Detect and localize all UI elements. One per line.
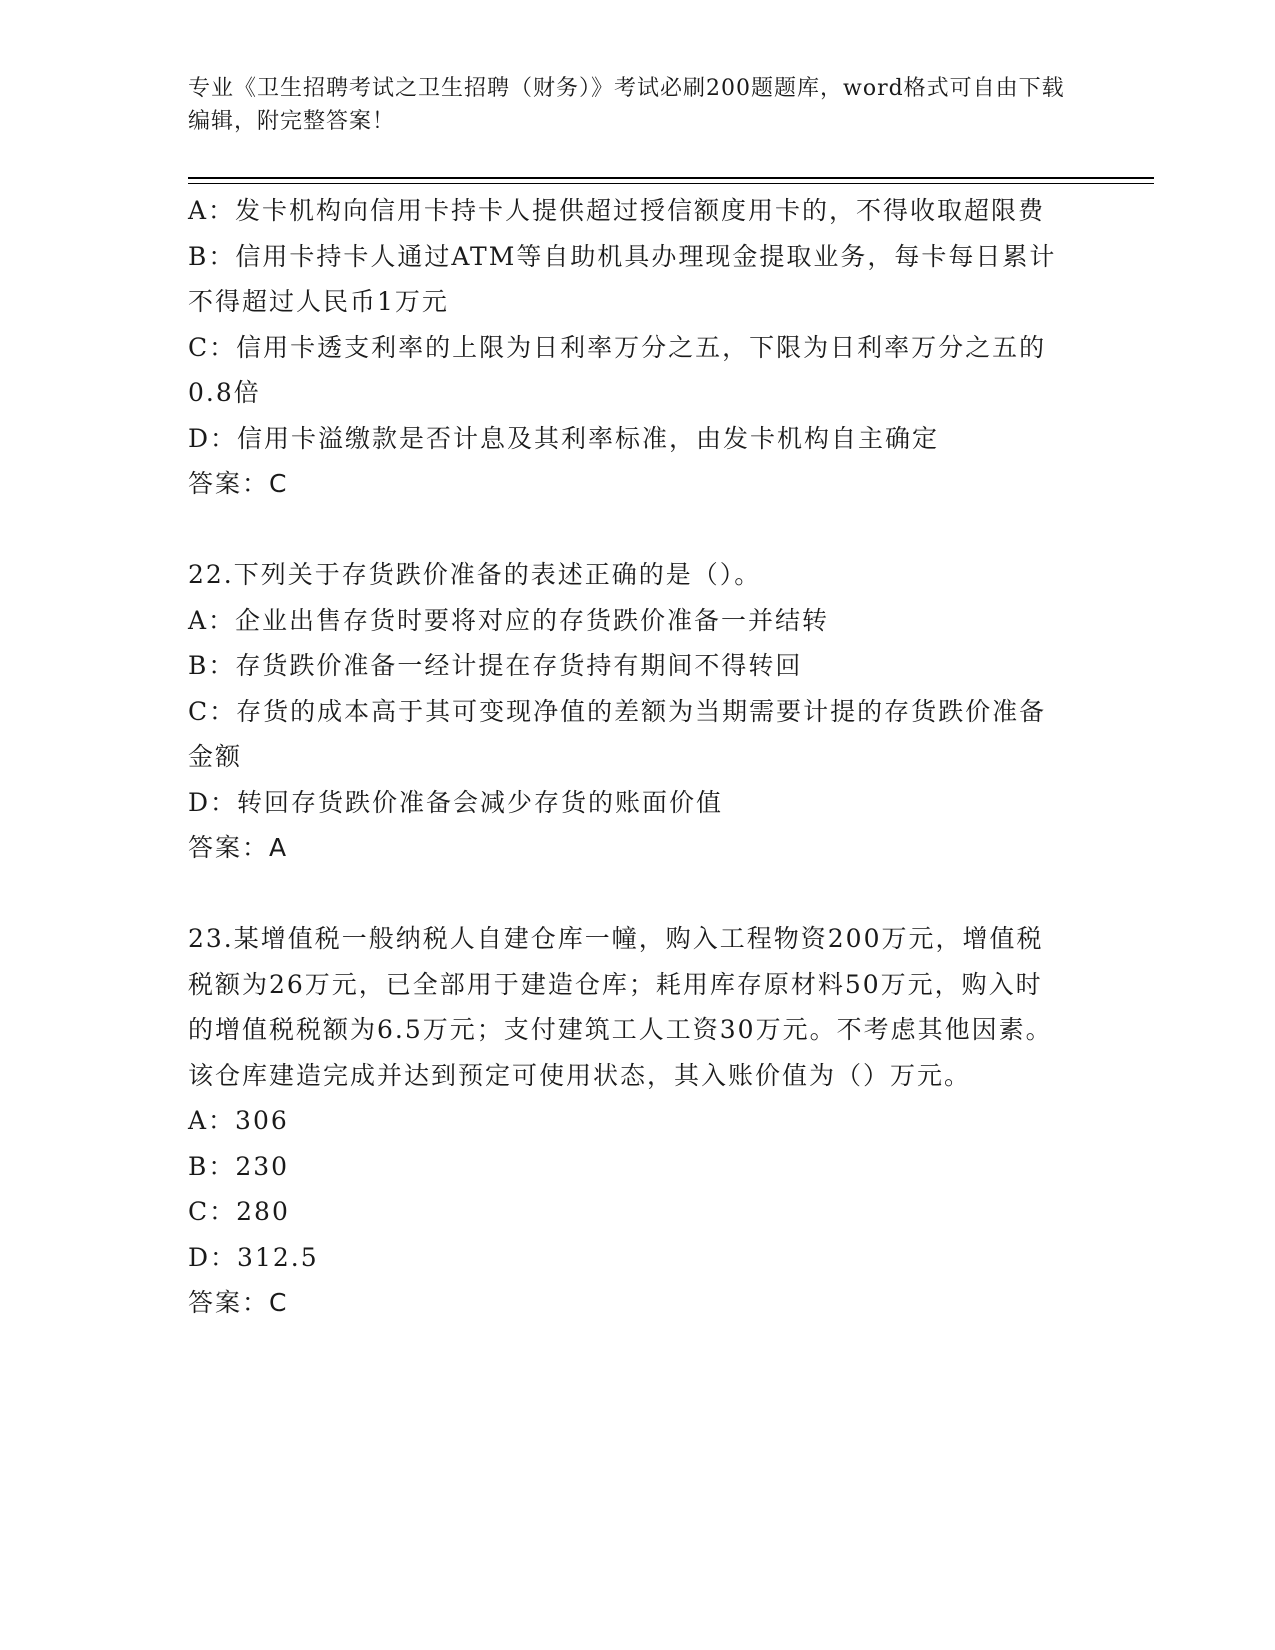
question-stem: [188, 916, 1068, 1098]
option-d: D：转回存货跌价准备会减少存货的账面价值: [188, 787, 724, 817]
option-a: A：306: [188, 1106, 289, 1135]
question-21: [188, 188, 1068, 507]
question-number: 23.: [188, 924, 234, 953]
question-23: [188, 916, 1068, 1326]
option-b: B：230: [188, 1151, 290, 1181]
document-header: 专业《卫生招聘考试之卫生招聘（财务）》考试必刷200题题库，word格式可自由下载编辑，附完整答案！: [188, 76, 1065, 134]
question-text: 下列关于存货跌价准备的表述正确的是（）。: [233, 560, 762, 589]
option-c: C：信用卡透支利率的上限为日利率万分之五，下限为日利率万分之五的0.8倍: [188, 332, 1047, 407]
question-stem: [188, 552, 1068, 598]
question-number: 22.: [188, 560, 234, 589]
option-b: B：信用卡持卡人通过ATM等自助机具办理现金提取业务，每卡每日累计不得超过人民币1万元: [188, 241, 1057, 316]
option-a: A：企业出售存货时要将对应的存货跌价准备一并结转: [188, 605, 830, 635]
option-d: D：312.5: [188, 1242, 319, 1272]
answer-label: 答案：A: [188, 833, 289, 862]
question-list: [188, 188, 1068, 1326]
spacer: [188, 507, 1068, 553]
option-c: C：280: [188, 1197, 290, 1226]
answer-label: 答案：C: [188, 469, 289, 498]
spacer: [188, 871, 1068, 917]
answer-label: 答案：C: [188, 1288, 289, 1317]
question-22: [188, 552, 1068, 871]
header-rule-thick: [188, 177, 1154, 179]
question-text: 某增值税一般纳税人自建仓库一幢，购入工程物资200万元，增值税税额为26万元，已全部用于建造仓库；耗用库存原材料50万元，购入时的增值税税额为6.5万元；支付建筑工人工资30万元。不考虑其他因素。该仓库建造完成并达到预定可使用状态，其入账价值为（）万元。: [188, 924, 1053, 1090]
header-rule-thin: [188, 183, 1154, 184]
option-b: B：存货跌价准备一经计提在存货持有期间不得转回: [188, 651, 803, 680]
option-a: A：发卡机构向信用卡持卡人提供超过授信额度用卡的，不得收取超限费: [188, 196, 1046, 225]
option-c: C：存货的成本高于其可变现净值的差额为当期需要计提的存货跌价准备金额: [188, 696, 1047, 771]
option-d: D：信用卡溢缴款是否计息及其利率标准，由发卡机构自主确定: [188, 423, 940, 453]
